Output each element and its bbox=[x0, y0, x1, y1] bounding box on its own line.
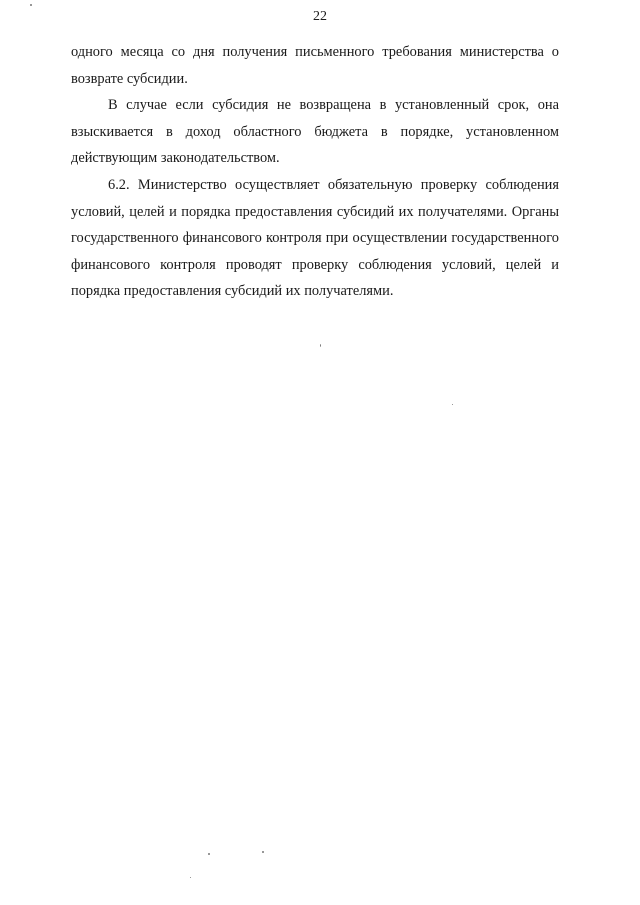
scan-speck bbox=[30, 4, 32, 6]
scan-speck bbox=[452, 404, 453, 405]
document-body bbox=[71, 39, 559, 305]
paragraph-continuation: одного месяца со дня получения письменного требования министерства о возврате субсидии. bbox=[71, 44, 559, 87]
page-number: 22 bbox=[313, 9, 327, 24]
scan-speck bbox=[190, 877, 191, 878]
scan-speck bbox=[262, 851, 264, 853]
scan-speck bbox=[320, 344, 321, 347]
paragraph-subsidy-recovery: В случае если субсидия не возвращена в установленный срок, она взыскивается в доход областного бюджета в порядке, установленном действующим законодательством. bbox=[71, 97, 559, 167]
paragraph-6-2-compliance-check: 6.2. Министерство осуществляет обязательную проверку соблюдения условий, целей и порядка предоставления субсидий их получателями. Органы государственного финансового контроля при осуществлении государственного финансового контроля проводят проверку соблюдения условий, целей и порядка предоставления субсидий их получателями. bbox=[71, 176, 559, 300]
scan-speck bbox=[208, 853, 210, 855]
